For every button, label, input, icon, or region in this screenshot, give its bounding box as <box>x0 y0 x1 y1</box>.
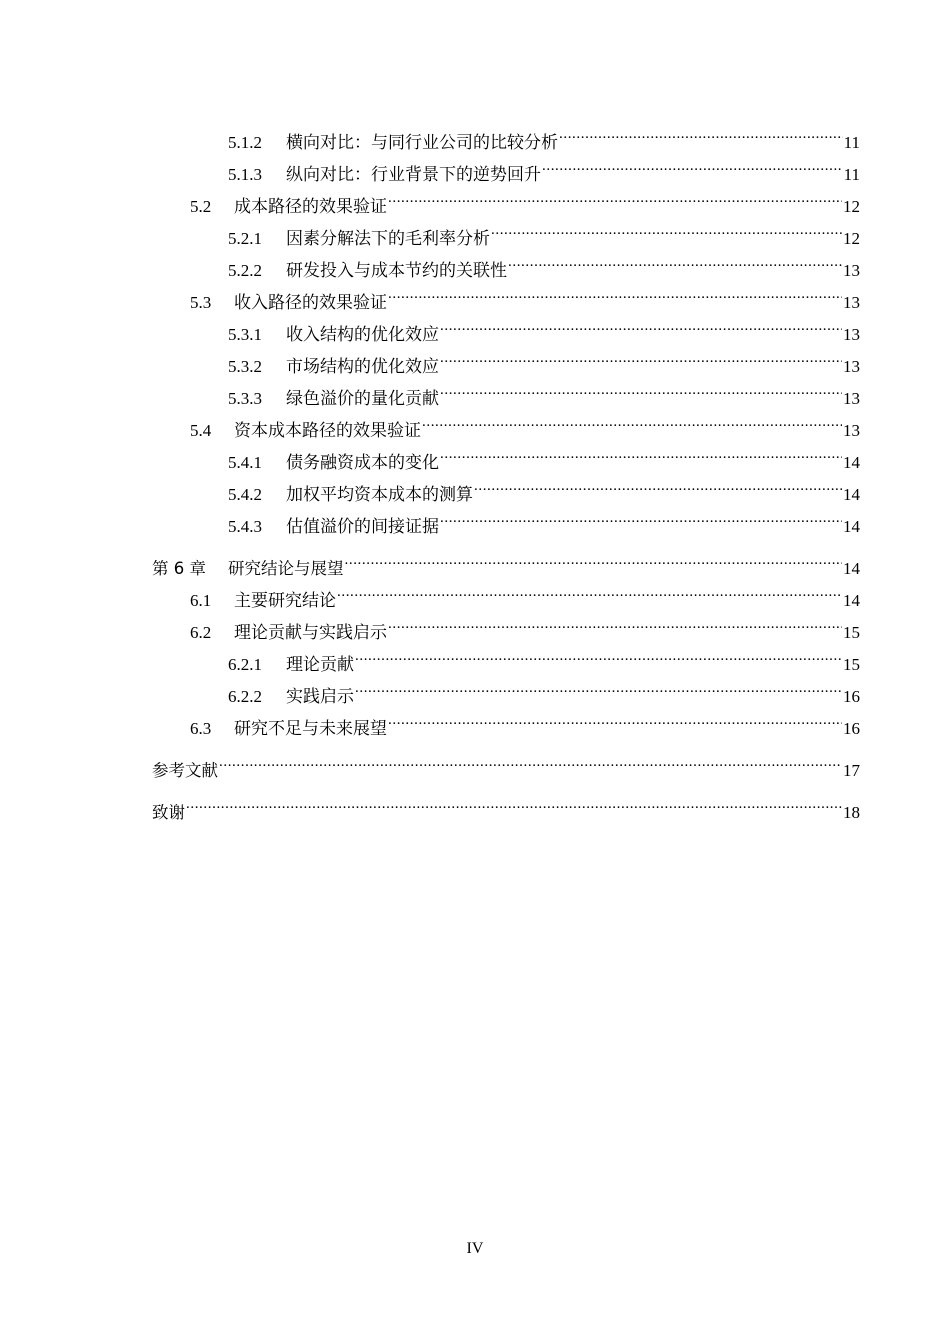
toc-entry-title: 收入结构的优化效应 <box>286 325 439 344</box>
toc-entry-number: 5.2.1 <box>228 229 262 248</box>
toc-entry-page: 12 <box>843 197 860 216</box>
toc-entry[interactable] <box>0 702 860 738</box>
toc-entry-title: 资本成本路径的效果验证 <box>234 421 421 440</box>
toc-entry-page: 18 <box>843 803 860 822</box>
toc-entry-number: 6.3 <box>190 719 212 738</box>
toc-leader-dots <box>491 212 842 244</box>
toc-leader-dots <box>219 744 842 776</box>
toc-entry-page: 15 <box>843 655 860 674</box>
toc-leader-dots <box>355 638 842 670</box>
toc-entry[interactable] <box>0 372 860 408</box>
toc-entry-number: 5.4.3 <box>228 517 262 536</box>
toc-entry[interactable] <box>0 468 860 504</box>
toc-leader-dots <box>542 148 843 180</box>
toc-entry-number: 5.3.1 <box>228 325 262 344</box>
toc-leader-dots <box>440 436 842 468</box>
toc-entry-title: 研发投入与成本节约的关联性 <box>286 261 507 280</box>
page-number-footer: IV <box>466 1240 484 1257</box>
toc-leader-dots <box>440 372 842 404</box>
toc-entry-page: 11 <box>843 165 860 184</box>
toc-entry[interactable] <box>0 212 860 248</box>
toc-entry[interactable] <box>0 404 860 440</box>
toc-leader-dots <box>388 276 842 308</box>
toc-entry-page: 14 <box>843 517 860 536</box>
toc-entry-page: 17 <box>843 761 860 780</box>
toc-entry-title: 因素分解法下的毛利率分析 <box>286 229 490 248</box>
toc-entry-page: 11 <box>843 133 860 152</box>
toc-entry[interactable] <box>0 340 860 376</box>
toc-leader-dots <box>186 786 842 818</box>
toc-leader-dots <box>440 500 842 532</box>
toc-entry-page: 13 <box>843 261 860 280</box>
toc-entry-number: 5.4.2 <box>228 485 262 504</box>
toc-leader-dots <box>440 308 842 340</box>
toc-entry-title: 成本路径的效果验证 <box>234 197 387 216</box>
toc-acknowledgements-entry[interactable] <box>0 786 860 822</box>
toc-entry-page: 14 <box>843 453 860 472</box>
toc-entry-title: 横向对比：与同行业公司的比较分析 <box>286 133 558 152</box>
toc-entry-title: 理论贡献 <box>286 655 354 674</box>
toc-entry-page: 14 <box>843 485 860 504</box>
toc-entry-number: 6.2.1 <box>228 655 262 674</box>
toc-leader-dots <box>474 468 842 500</box>
toc-entry-title: 债务融资成本的变化 <box>286 453 439 472</box>
toc-entry-number: 5.1.3 <box>228 165 262 184</box>
toc-entry-page: 14 <box>843 591 860 610</box>
toc-entry-title: 纵向对比：行业背景下的逆势回升 <box>286 165 541 184</box>
toc-entry[interactable] <box>0 638 860 674</box>
toc-leader-dots <box>388 180 842 212</box>
toc-entry[interactable] <box>0 180 860 216</box>
toc-chapter-entry[interactable] <box>0 542 860 578</box>
toc-leader-dots <box>508 244 842 276</box>
toc-entry-title: 主要研究结论 <box>234 591 336 610</box>
toc-entry-title: 加权平均资本成本的测算 <box>286 485 473 504</box>
toc-entry[interactable] <box>0 436 860 472</box>
toc-entry-title: 估值溢价的间接证据 <box>286 517 439 536</box>
toc-entry[interactable] <box>0 244 860 280</box>
toc-entry[interactable] <box>0 276 860 312</box>
toc-leader-dots <box>388 702 842 734</box>
toc-entry-title: 研究结论与展望 <box>228 559 344 578</box>
toc-entry-number: 5.4 <box>190 421 212 440</box>
toc-entry[interactable] <box>0 606 860 642</box>
toc-entry-page: 13 <box>843 389 860 408</box>
toc-entry-title: 收入路径的效果验证 <box>234 293 387 312</box>
toc-references-entry[interactable] <box>0 744 860 780</box>
toc-entry-number: 6.1 <box>190 591 212 610</box>
toc-entry-number: 5.3 <box>190 293 212 312</box>
toc-entry-number: 6.2.2 <box>228 687 262 706</box>
toc-entry[interactable] <box>0 574 860 610</box>
toc-entry-page: 13 <box>843 325 860 344</box>
toc-entry-page: 14 <box>843 559 860 578</box>
toc-leader-dots <box>440 340 842 372</box>
toc-entry-number: 6.2 <box>190 623 212 642</box>
toc-entry-number: 5.2.2 <box>228 261 262 280</box>
toc-leader-dots <box>337 574 842 606</box>
toc-entry-title: 致谢 <box>152 803 185 822</box>
toc-entry-page: 13 <box>843 357 860 376</box>
toc-entry-number: 5.2 <box>190 197 212 216</box>
toc-entry-page: 16 <box>843 687 860 706</box>
toc-entry-page: 12 <box>843 229 860 248</box>
toc-leader-dots <box>355 670 842 702</box>
toc-entry-number: 5.4.1 <box>228 453 262 472</box>
toc-entry-page: 13 <box>843 293 860 312</box>
toc-entry[interactable] <box>0 148 860 184</box>
toc-entry[interactable] <box>0 500 860 536</box>
toc-entry-title: 实践启示 <box>286 687 354 706</box>
toc-entry-title: 绿色溢价的量化贡献 <box>286 389 439 408</box>
toc-entry-number: 5.3.2 <box>228 357 262 376</box>
toc-entry-title: 市场结构的优化效应 <box>286 357 439 376</box>
toc-entry-title: 参考文献 <box>152 761 218 780</box>
toc-entry-page: 16 <box>843 719 860 738</box>
toc-entry-title: 研究不足与未来展望 <box>234 719 387 738</box>
toc-entry-number: 5.3.3 <box>228 389 262 408</box>
toc-leader-dots <box>559 116 843 148</box>
toc-entry-number: 5.1.2 <box>228 133 262 152</box>
toc-entry-title: 理论贡献与实践启示 <box>234 623 387 642</box>
toc-entry[interactable] <box>0 308 860 344</box>
toc-entry-number: 第 6 章 <box>152 559 206 578</box>
toc-leader-dots <box>345 542 843 574</box>
toc-entry-page: 13 <box>843 421 860 440</box>
toc-entry-page: 15 <box>843 623 860 642</box>
table-of-contents <box>0 116 950 822</box>
toc-entry[interactable] <box>0 116 860 152</box>
toc-leader-dots <box>388 606 842 638</box>
toc-entry[interactable] <box>0 670 860 706</box>
toc-leader-dots <box>422 404 842 436</box>
